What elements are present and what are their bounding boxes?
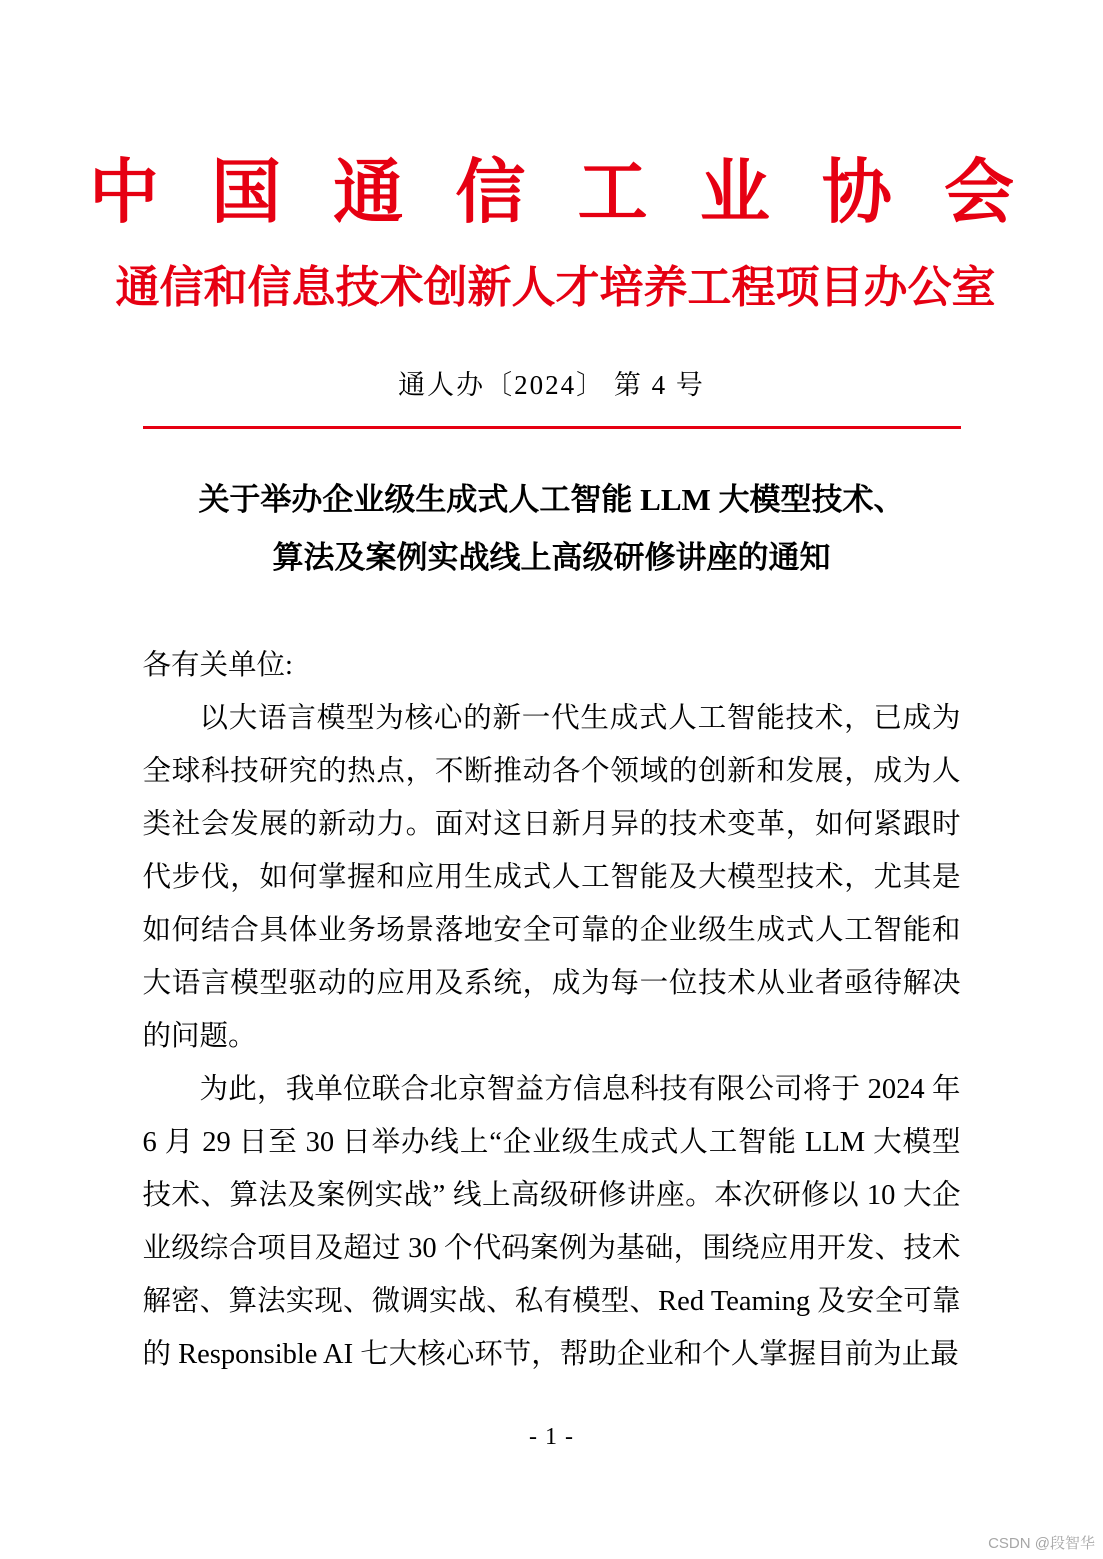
red-divider xyxy=(143,426,961,429)
body-paragraph-2: 为此，我单位联合北京智益方信息科技有限公司将于 2024 年 6 月 29 日至 30 日举办线上“企业级生成式人工智能 LLM 大模型技术、算法及案例实战” 线上高级研修讲座。本次研修以 10 大企业级综合项目及超过 30 个代码案例为基础，围绕应用开发、技术解密、算法实现、微调实战、私有模型、Red Teaming 及安全可靠的 Responsible AI 七大核心环节，帮助企业和个人掌握目前为止最 xyxy=(142,1073,961,1370)
body-paragraph-1: 以大语言模型为核心的新一代生成式人工智能技术，已成为全球科技研究的热点，不断推动各个领域的创新和发展，成为人类社会发展的新动力。面对这日新月异的技术变革，如何紧跟时代步伐，如何掌握和应用生成式人工智能及大模型技术，尤其是如何结合具体业务场景落地安全可靠的企业级生成式人工智能和大语言模型驱动的应用及系统，成为每一位技术从业者亟待解决的问题。 xyxy=(142,702,961,1052)
notice-body xyxy=(143,639,961,1381)
document-number: 通人办〔2024〕 第 4 号 xyxy=(398,369,705,400)
watermark: CSDN @段智华 xyxy=(988,1535,1095,1552)
org-name-heading: 中国通信工业协会 xyxy=(89,155,1014,232)
salutation: 各有关单位: xyxy=(142,649,293,681)
page-number: - 1 - xyxy=(529,1424,574,1450)
office-name-heading: 通信和信息技术创新人才培养工程项目办公室 xyxy=(115,263,996,313)
notice-title-line2: 算法及案例实战线上高级研修讲座的通知 xyxy=(272,539,831,575)
notice-title xyxy=(0,471,1103,587)
notice-title-line1: 关于举办企业级生成式人工智能 LLM 大模型技术、 xyxy=(198,481,905,517)
